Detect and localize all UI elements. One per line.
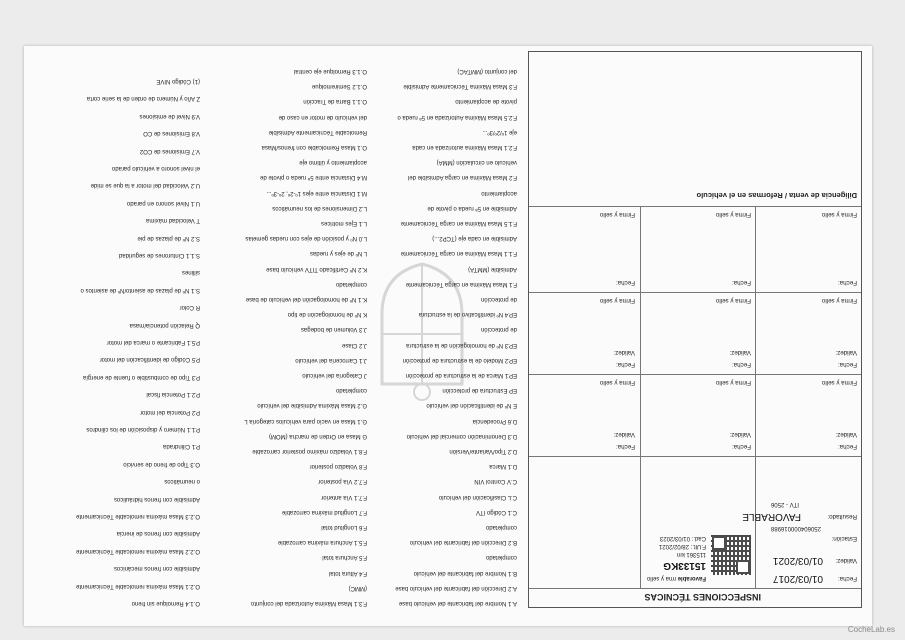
field-label: A.1 Nombre del fabricante del vehículo base: [398, 600, 517, 606]
field-label: E Nº de identificación del vehículo: [426, 402, 517, 409]
field-label: S.1 Nº de plazas de asiento/Nº de asientos o: [80, 286, 200, 293]
field-label: o neumáticos: [164, 478, 200, 485]
field-label: F.2 Masa Máxima en carga Admisible del: [407, 174, 517, 181]
field-label: D.1 Marca: [489, 463, 517, 470]
validity-label: Validez:: [835, 557, 857, 564]
field-label: M.1 Distancia entre ejes 1º-2º, 2º-3º...: [266, 189, 367, 196]
field-label: O.3 Tipo de freno de servicio: [123, 460, 200, 467]
field-label: J.2 Clase: [341, 341, 367, 348]
stamp-expiry: Cad.: 01/03/2023: [659, 535, 706, 541]
field-label: P.1 Cilindrada: [163, 443, 200, 450]
field-label: acoplamiento y último eje: [299, 159, 367, 166]
field-label: el nivel sonoro a vehículo parado: [111, 165, 200, 171]
field-label: L.2 Dimensiones de los neumáticos: [272, 204, 367, 211]
fecha-label-4: Fecha:: [616, 443, 635, 450]
field-label: O.2.3 Masa máxima remolcable Técnicamente: [76, 513, 200, 519]
field-label: S.2 Nº de plazas de pie: [137, 234, 200, 241]
field-label: Admisible en 5ª rueda o pivote de: [427, 204, 517, 211]
field-label: K.2 Nº Certificado TITV vehículo base: [266, 265, 367, 272]
field-label: F.6 Longitud total: [321, 524, 367, 530]
field-label: Admisible con frenos de inercia: [116, 530, 200, 537]
field-label: F.5.1 Anchura máxima carrozable: [277, 539, 367, 546]
document-page: [24, 46, 872, 626]
firma-label-7: Firma y sello: [599, 297, 635, 304]
field-label: F.7.2 Vía posterior: [318, 478, 367, 485]
field-label: eje 1º/2º/3º...: [482, 128, 517, 135]
field-label: A.2 Dirección del fabricante del vehículo base: [395, 584, 517, 591]
validez-label-4: Validez:: [613, 431, 635, 438]
field-label: P.5.1 Fabricante o marca del motor: [106, 339, 200, 345]
field-label: R Color: [179, 304, 200, 311]
field-label: P.2 Potencia del motor: [140, 408, 200, 415]
validez-label-6: Validez:: [729, 349, 751, 356]
validez-label-7: Validez:: [613, 349, 635, 356]
date-label: Fecha:: [838, 575, 857, 582]
firma-label-8: Firma y sello: [821, 211, 857, 218]
field-label: L.1 Ejes motrices: [320, 220, 367, 226]
field-label: P.5 Código de identificación del motor: [99, 356, 200, 363]
field-label: vehículo en circulación (MMA): [436, 159, 517, 166]
field-label: sillines: [181, 269, 200, 276]
field-label: F.7.1 Vía anterior: [321, 493, 367, 500]
field-label: G Masa en Orden de marcha (MOM): [268, 432, 367, 439]
field-label: O.1.3 Remolque eje central: [293, 68, 367, 74]
field-label: K Nº de homologación de tipo: [287, 311, 367, 318]
field-label: F.4 Altura total: [328, 569, 367, 576]
field-label: G.2 Masa Máxima Admisible del vehículo: [257, 402, 367, 409]
field-label: EP.2 Modelo de la estructura de protección: [402, 356, 517, 363]
field-label: F.2.5 Masa Máxima Autorizada en 5ª rueda o: [397, 113, 517, 120]
field-label: (MMC): [348, 584, 367, 591]
field-label: L Nº de ejes y ruedas: [310, 250, 367, 257]
field-label: pivote de acoplamiento: [455, 98, 517, 105]
fecha-label-9: Fecha:: [732, 279, 751, 286]
stamp-km: 115361 km: [676, 551, 706, 557]
firma-label-9: Firma y sello: [715, 211, 751, 218]
field-label: Admisible (MMTA): [468, 265, 517, 272]
field-label: del vehículo de motor en caso de: [278, 113, 367, 120]
field-label: O.2.2 Masa máxima remolcable Técnicamente: [76, 547, 200, 554]
reformas-title: Diligencia de venta / Reformas en el vehículo: [696, 191, 857, 200]
field-label: Admisible en cada eje (TCP2...): [432, 235, 517, 242]
field-label: O.1.1 Barra de Tracción: [303, 98, 367, 105]
field-label: F.1.1 Masa Máxima en carga Técnicamente: [400, 250, 517, 257]
field-label: T Velocidad máxima: [146, 217, 200, 224]
field-label: U.2 Velocidad del motor a la que se mide: [90, 182, 200, 189]
barcode-number: 250604000016988: [770, 525, 821, 531]
field-label: D.2 Tipo/Variante/Versión: [449, 448, 517, 454]
field-label: S.1.1 Cinturones de seguridad: [118, 252, 200, 258]
field-label: Z Año y Número de orden de la serie corta: [86, 95, 200, 102]
qr-code: [711, 535, 751, 575]
stamp-last: F.Ult.: 28/02/2021: [658, 543, 706, 549]
field-label: O.1.2 Semiremolque: [311, 83, 367, 90]
fecha-label-3: Fecha:: [732, 443, 751, 450]
fecha-label-10: Fecha:: [616, 279, 635, 286]
field-label: EP Estructura de protección: [442, 387, 517, 394]
stamp-favorable: Favorable: [677, 575, 706, 581]
fecha-label-5: Fecha:: [838, 361, 857, 368]
field-label: F.8 Voladizo posterior: [309, 463, 367, 470]
validez-label-5: Validez:: [835, 349, 857, 356]
field-label: Admisible con frenos hidráulicos: [113, 495, 200, 502]
field-label: J.1 Carrocería del vehículo: [295, 356, 367, 363]
watermark: CocheLab.es: [847, 625, 895, 634]
field-label: F.2.1 Masa Máxima autorizada en cada: [412, 144, 517, 150]
firma-label-10: Firma y sello: [599, 211, 635, 218]
fecha-label-7: Fecha:: [616, 361, 635, 368]
field-label: V.7 Emisiones de CO2: [139, 147, 200, 154]
field-label: F.8.1 Voladizo máximo posterior carrozable: [252, 448, 367, 454]
field-label: M.4 Distancia entre 5ª rueda o pivote de: [260, 174, 367, 181]
validez-label-2: Validez:: [835, 431, 857, 438]
field-label: del conjunto (MMTAC): [457, 68, 517, 74]
field-label: O.1 Masa Remolcable con frenos/Masa: [261, 144, 367, 150]
field-label: B.1 Nombre del fabricante del vehículo: [413, 569, 517, 576]
result-value: FAVORABLE: [742, 511, 801, 522]
field-label: completado: [485, 524, 517, 530]
field-label: D.3 Denominación comercial del vehículo: [406, 432, 517, 439]
field-label: Admisible con frenos mecánicos: [113, 565, 200, 572]
result-label: Resultado:: [827, 513, 857, 520]
field-label: C.L Clasificación del vehículo: [438, 493, 517, 500]
firma-label-3: Firma y sello: [715, 379, 751, 386]
field-label: J.3 Volumen de bodegas: [300, 326, 367, 333]
fecha-label-6: Fecha:: [732, 361, 751, 368]
field-label: F.1 Masa Máxima en carga Técnicamente: [405, 280, 517, 287]
validez-label-3: Validez:: [729, 431, 751, 438]
field-label: acoplamiento: [481, 189, 517, 196]
field-label: F.3.1 Masa Máxima Autorizada del conjunto: [250, 600, 367, 606]
firma-label-5: Firma y sello: [821, 297, 857, 304]
field-label: F.5 Anchura total: [322, 554, 367, 561]
stamp-firma-partial: rma y sello: [646, 575, 676, 581]
field-label: O.1.4 Remolque sin freno: [131, 600, 200, 606]
field-label: P.3 Tipo de combustible o fuente de energía: [83, 373, 200, 380]
validity-value: 01/03/2021: [772, 555, 823, 566]
field-label: B.2 Dirección del fabricante del vehículo: [409, 539, 517, 546]
field-label: EP.1 Marca de la estructura de protección: [405, 372, 517, 378]
field-label: V.9 Nivel de emisiones: [139, 112, 200, 119]
firma-label-2: Firma y sello: [821, 379, 857, 386]
field-label: EP.4 Nº identificativo de la estructura: [418, 311, 517, 318]
field-label: F.1.5 Masa Máxima en carga Técnicamente: [400, 220, 517, 226]
field-label: G.1 Masa en vacío para vehículos categoría L: [244, 417, 367, 424]
field-label: Q Relación potencia/masa: [129, 321, 200, 328]
field-label: P.1.1 Número y disposición de los cilindros: [86, 426, 200, 432]
field-label: P.2.1 Potencia fiscal: [146, 391, 200, 398]
coat-of-arms-icon: [362, 254, 482, 404]
field-label: D.6 Procedencia: [472, 417, 517, 424]
field-label: J Categoría del vehículo: [302, 372, 367, 378]
field-label: F.3 Masa Máxima Técnicamente Admisible: [403, 83, 517, 90]
itv-code: ITV - 2506: [770, 501, 799, 507]
field-label: F.7 Longitud máxima carrozable: [281, 508, 367, 515]
field-label: K.1 Nº de homologación del vehículo de base: [245, 296, 367, 302]
field-label: Remolcable Técnicamente Admisible: [268, 128, 367, 135]
field-label: EP.3 Nº de homologación de la estructura: [406, 341, 517, 348]
field-label: completado: [485, 554, 517, 561]
firma-label-6: Firma y sello: [715, 297, 751, 304]
station-label: Estación:: [831, 535, 857, 542]
field-label: U.1 Nivel sonoro en parado: [126, 199, 200, 206]
inspection-table: [528, 51, 862, 608]
field-label: de protección: [480, 296, 517, 302]
field-label: (1) Código NIVE: [156, 78, 200, 84]
field-label: de protección: [480, 326, 517, 333]
field-label: C.V Control VIN: [474, 478, 517, 485]
date-value: 01/03/2017: [772, 573, 823, 584]
inspection-title: INSPECCIONES TÉCNICAS: [644, 592, 761, 602]
field-label: O.2.1 Masa máxima remolcable Técnicamente: [76, 582, 200, 589]
field-label: V.8 Emisiones de CO: [143, 130, 200, 137]
fecha-label-8: Fecha:: [838, 279, 857, 286]
field-label: completado: [335, 280, 367, 287]
field-label: completado: [335, 387, 367, 394]
field-label: C.1 Código ITV: [475, 508, 517, 515]
fecha-label-2: Fecha:: [838, 443, 857, 450]
stamp-number: 15133KG: [663, 560, 706, 571]
field-label: L.0 Nº y posición de ejes con ruedas gemelas: [245, 235, 367, 242]
firma-label-4: Firma y sello: [599, 379, 635, 386]
